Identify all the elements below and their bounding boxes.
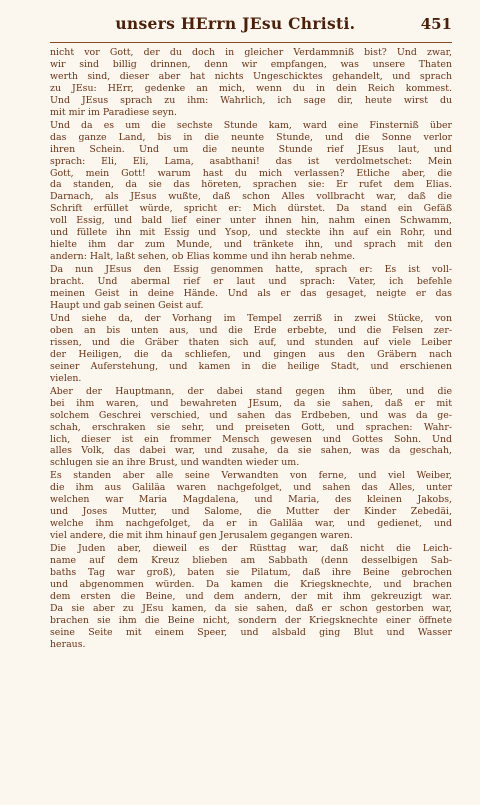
text-line: Gott, mein Gott! warum hast du mich verlassen? Etliche aber, die bbox=[50, 167, 452, 179]
text-line: und abgenommen würden. Da kamen die Kriegsknechte, und brachen bbox=[50, 578, 452, 590]
paragraph bbox=[50, 313, 452, 385]
text-line: rissen, und die Gräber thaten sich auf, und stunden auf viele Leiber bbox=[50, 336, 452, 348]
text-line: wir sind billig drinnen, denn wir empfangen, was unsere Thaten bbox=[50, 58, 452, 70]
text-line: werth sind, dieser aber hat nichts Ungeschicktes gehandelt, und sprach bbox=[50, 70, 452, 82]
text-line: das ganze Land, bis in die neunte Stunde, und die Sonne verlor bbox=[50, 131, 452, 143]
text-line: Aber der Hauptmann, der dabei stand gegen ihm über, und die bbox=[50, 385, 452, 397]
text-line: ihren Schein. Und um die neunte Stunde rief JEsus laut, und bbox=[50, 143, 452, 155]
text-line: heraus. bbox=[50, 638, 86, 650]
text-line: dem ersten die Beine, und dem andern, der mit ihm gekreuzigt war. bbox=[50, 590, 452, 602]
text-line: welche ihm nachgefolget, da er in Galiläa war, und gedienet, und bbox=[50, 518, 452, 530]
text-line: name auf dem Kreuz blieben am Sabbath (denn desselbigen Sab- bbox=[50, 555, 452, 567]
text-line: bracht. Und abermal rief er laut und sprach: Vater, ich befehle bbox=[50, 276, 452, 288]
text-line: Und siehe da, der Vorhang im Tempel zerriß in zwei Stücke, von bbox=[50, 312, 452, 324]
text-line: und Joses Mutter, und Salome, die Mutter der Kinder Zebedäi, bbox=[50, 506, 452, 518]
text-line: schah, erschraken sie sehr, und preiseten Gott, und sprachen: Wahr- bbox=[50, 421, 452, 433]
text-line: da standen, da sie das höreten, sprachen sie: Er rufet dem Elias. bbox=[50, 179, 452, 191]
text-line: Schrift erfüllet würde, spricht er: Mich dürstet. Da stand ein Gefäß bbox=[50, 203, 452, 215]
text-line: Und JEsus sprach zu ihm: Wahrlich, ich sage dir, heute wirst du bbox=[50, 94, 452, 106]
text-line: Und da es um die sechste Stunde kam, ward eine Finsterniß über bbox=[50, 119, 452, 131]
paragraph bbox=[50, 543, 452, 651]
text-line: welchen war Maria Magdalena, und Maria, des kleinen Jakobs, bbox=[50, 494, 452, 506]
text-line: Da nun JEsus den Essig genommen hatte, sprach er: Es ist voll- bbox=[50, 264, 452, 276]
page-number: 451 bbox=[420, 15, 452, 33]
text-line: lich, dieser ist ein frommer Mensch gewesen und Gottes Sohn. Und bbox=[50, 433, 452, 445]
running-title: unsers HErrn JEsu Christi. bbox=[115, 14, 356, 33]
paragraph bbox=[50, 386, 452, 470]
text-line: Es standen aber alle seine Verwandten von ferne, und viel Weiber, bbox=[50, 470, 452, 482]
text-line: viel andere, die mit ihm hinauf gen Jerusalem gegangen waren. bbox=[50, 530, 353, 542]
page-header bbox=[50, 14, 452, 43]
text-line: schlugen sie an ihre Brust, und wandten wieder um. bbox=[50, 457, 300, 469]
text-line: baths Tag war groß), baten sie Pilatum, daß ihre Beine gebrochen bbox=[50, 566, 452, 578]
paragraph bbox=[50, 120, 452, 263]
text-line: oben an bis unten aus, und die Erde erbebte, und die Felsen zer- bbox=[50, 324, 452, 336]
paragraph bbox=[50, 47, 452, 119]
text-line: mit mir im Paradiese seyn. bbox=[50, 106, 177, 118]
text-line: voll Essig, und bald lief einer unter ihnen hin, nahm einen Schwamm, bbox=[50, 215, 452, 227]
text-line: brachen sie ihm die Beine nicht, sondern der Kriegsknechte einer öffnete bbox=[50, 614, 452, 626]
body-text bbox=[50, 47, 452, 651]
text-line: Die Juden aber, dieweil es der Rüsttag war, daß nicht die Leich- bbox=[50, 543, 452, 555]
text-line: bei ihm waren, und bewahreten JEsum, da sie sahen, daß er mit bbox=[50, 397, 452, 409]
text-line: meinen Geist in deine Hände. Und als er das gesaget, neigte er das bbox=[50, 288, 452, 300]
text-line: Da sie aber zu JEsu kamen, da sie sahen, daß er schon gestorben war, bbox=[50, 602, 452, 614]
text-line: die ihm aus Galiläa waren nachgefolget, und sahen das Alles, unter bbox=[50, 482, 452, 494]
paragraph bbox=[50, 264, 452, 312]
text-line: der Heiligen, die da schliefen, und gingen aus den Gräbern nach bbox=[50, 348, 452, 360]
text-line: nicht vor Gott, der du doch in gleicher Verdammniß bist? Und zwar, bbox=[50, 47, 452, 58]
text-line: Darnach, als JEsus wußte, daß schon Alles vollbracht war, daß die bbox=[50, 191, 452, 203]
text-line: solchem Geschrei verschied, und sahen das Erdbeben, und was da ge- bbox=[50, 409, 452, 421]
text-line: andern: Halt, laßt sehen, ob Elias komme und ihn herab nehme. bbox=[50, 251, 356, 263]
text-line: und füllete ihn mit Essig und Ysop, und steckte ihn auf ein Rohr, und bbox=[50, 227, 452, 239]
text-line: hielte ihm dar zum Munde, und tränkete ihn, und sprach mit den bbox=[50, 239, 452, 251]
text-line: sprach: Eli, Eli, Lama, asabthani! das ist verdolmetschet: Mein bbox=[50, 155, 452, 167]
text-line: vielen. bbox=[50, 372, 82, 384]
text-line: Haupt und gab seinen Geist auf. bbox=[50, 300, 204, 312]
text-line: zu JEsu: HErr, gedenke an mich, wenn du in dein Reich kommest. bbox=[50, 82, 452, 94]
paragraph bbox=[50, 470, 452, 542]
text-line: alles Volk, das dabei war, und zusahe, da sie sahen, was da geschah, bbox=[50, 445, 452, 457]
text-line: seiner Auferstehung, und kamen in die heilige Stadt, und erschienen bbox=[50, 360, 452, 372]
text-line: seine Seite mit einem Speer, und alsbald ging Blut und Wasser bbox=[50, 626, 452, 638]
